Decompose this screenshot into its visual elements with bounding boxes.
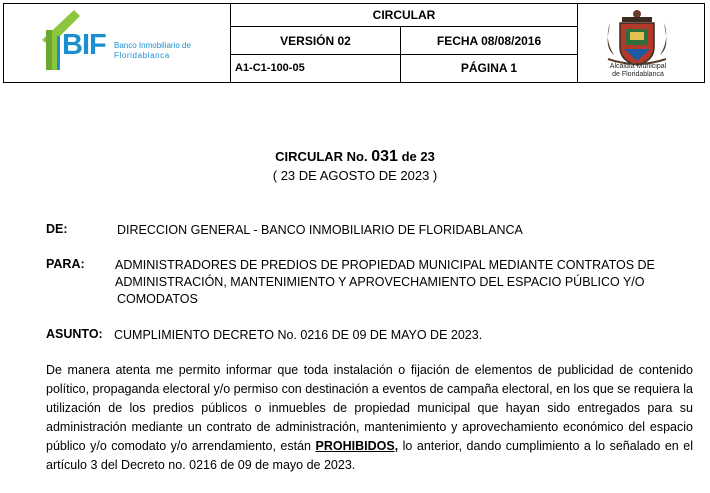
para-line-3: COMODATOS xyxy=(117,292,198,306)
body-emphasis: PROHIBIDOS, xyxy=(315,439,399,453)
doc-type: CIRCULAR xyxy=(231,4,577,27)
municipal-seal-icon xyxy=(600,9,674,67)
asunto-value: CUMPLIMIENTO DECRETO No. 0216 DE 09 DE MAYO DE 2023. xyxy=(114,328,483,342)
seal-caption xyxy=(576,63,700,79)
body-part-2: lo anterior, dando cumplimiento a lo señalado en el artículo 3 del Decreto no. 0216 de 09 de mayo de 2023. xyxy=(46,439,693,472)
logo-subtitle-1: Banco Inmobiliario de xyxy=(114,41,191,50)
para-label: PARA: xyxy=(46,257,85,271)
body-paragraph xyxy=(46,361,693,475)
logo-text: BIF xyxy=(62,29,106,61)
para-line-2: ADMINISTRACIÓN, MANTENIMIENTO Y APROVECHAMIENTO DEL ESPACIO PÚBLICO Y/O xyxy=(115,275,645,289)
circular-date-text: ( 23 DE AGOSTO DE 2023 ) xyxy=(272,168,438,183)
asunto-label: ASUNTO: xyxy=(46,327,103,341)
title-suffix: de 23 xyxy=(401,149,435,164)
doc-date: FECHA 08/08/2016 xyxy=(401,27,577,55)
logo-subtitle-2: Floridablanca xyxy=(114,51,170,60)
body-part-1: De manera atenta me permito informar que toda instalación o fijación de elementos de publicidad de contenido político, propaganda electoral y/o permiso con destinación a eventos de campaña electoral, en los que se requiera la utilización de los predios públicos o inmuebles de propiedad municipal que hayan sido entregados para su administración mediante un contrato de administración, mantenimiento y aprovechamiento económico del espacio público y/o comodato y/o arrendamiento, están xyxy=(46,363,693,453)
de-label: DE: xyxy=(46,222,68,236)
circular-number: 031 xyxy=(371,148,398,165)
de-value: DIRECCION GENERAL - BANCO INMOBILIARIO DE FLORIDABLANCA xyxy=(117,223,523,237)
doc-code: A1-C1-100-05 xyxy=(231,55,401,82)
seal-caption-line-1: Alcaldía Municipal xyxy=(609,63,667,70)
circular-title xyxy=(0,148,710,166)
title-prefix: CIRCULAR No. xyxy=(275,149,368,164)
circular-date xyxy=(0,168,710,183)
doc-version: VERSIÓN 02 xyxy=(231,27,401,55)
doc-page: PÁGINA 1 xyxy=(460,61,518,75)
para-line-1: ADMINISTRADORES DE PREDIOS DE PROPIEDAD MUNICIPAL MEDIANTE CONTRATOS DE xyxy=(115,258,655,272)
seal-caption-line-2: de Floridablanca xyxy=(612,71,664,78)
